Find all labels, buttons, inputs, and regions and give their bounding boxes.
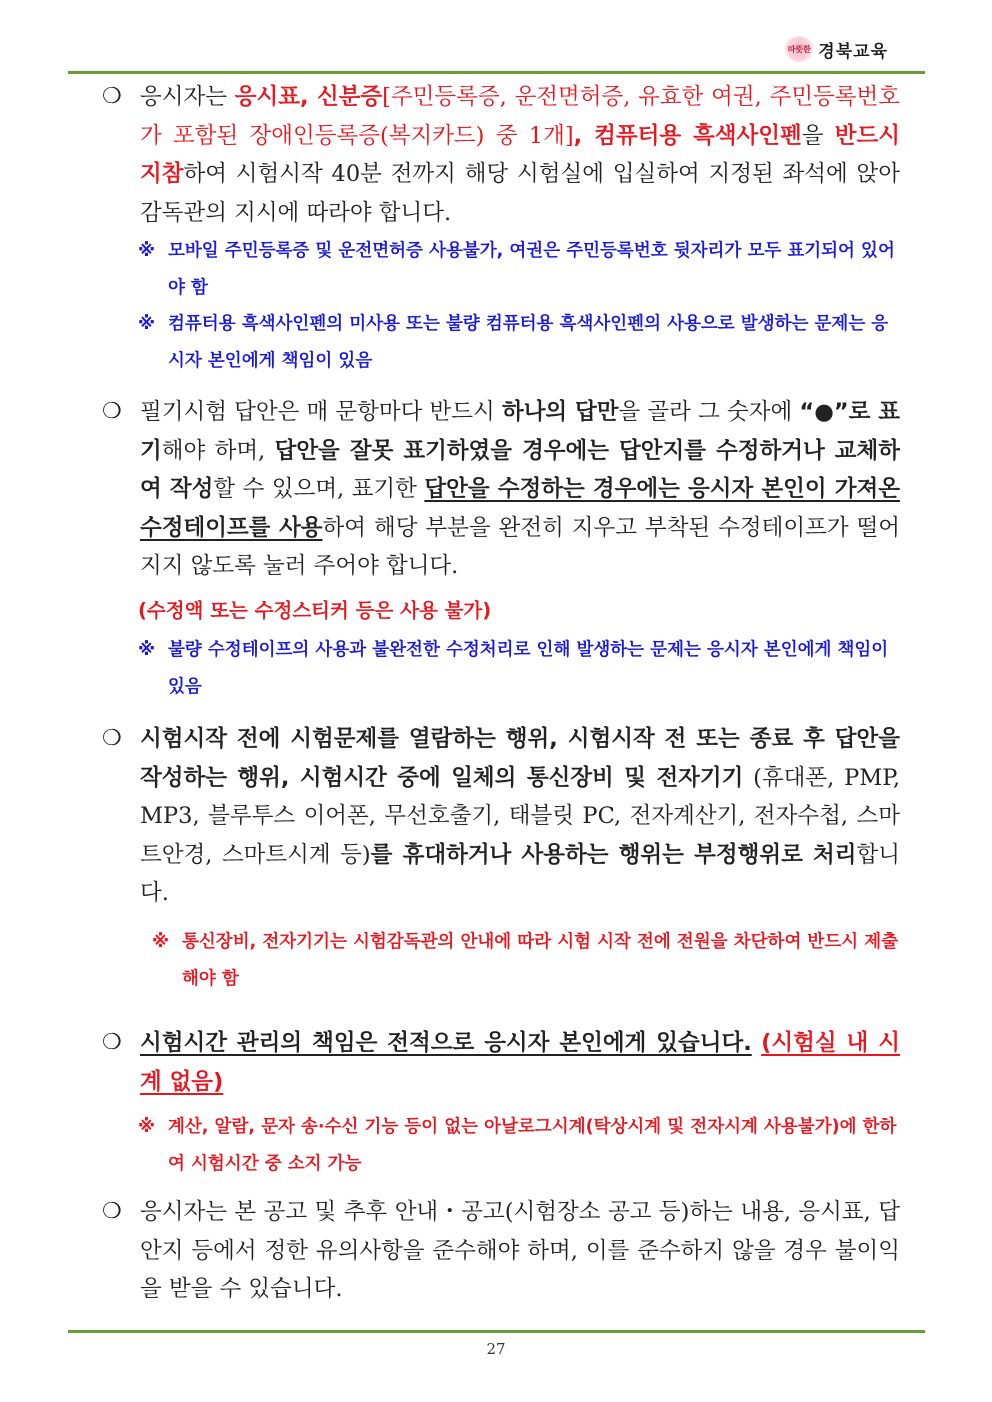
logo-text: 경북교육 [818, 41, 888, 62]
header-logo [784, 36, 888, 62]
note-sign-pen: ※ 컴퓨터용 흑색사인펜의 미사용 또는 불량 컴퓨터용 흑색사인펜의 사용으로 발생하는 문제는 응시자 본인에게 책임이 있음 [138, 306, 898, 380]
header-rule [68, 71, 925, 74]
bullet-icon: ❍ [102, 1030, 122, 1055]
paragraph-misconduct: 시험시작 전에 시험문제를 열람하는 행위, 시험시작 전 또는 종료 후 답안을 작성하는 행위, 시험시간 중에 일체의 통신장비 및 전자기기 (휴대폰, PMP, MP3, 블루투스 이어폰, 무선호출기, 태블릿 PC, 전자계산기, 전자수첩, 스마트안경, 스마트시계 등)를 휴대하거나 사용하는 행위는 부정행위로 처리합니다. [140, 726, 900, 906]
red-note-correction-fluid: (수정액 또는 수정스티커 등은 사용 불가) [138, 599, 492, 622]
note-analog-watch: ※ 계산, 알람, 문자 송·수신 기능 등이 없는 아날로그시계(탁상시계 및 전자시계 사용불가)에 한하여 시험시간 중 소지 가능 [138, 1109, 898, 1183]
note-mark-icon: ※ [152, 932, 170, 952]
page-number: 27 [486, 1340, 506, 1358]
note-devices: ※ 통신장비, 전자기기는 시험감독관의 안내에 따라 시험 시작 전에 전원을 차단하여 반드시 제출해야 함 [152, 924, 902, 998]
logo-emblem [784, 36, 814, 62]
note-mark-icon: ※ [138, 1117, 156, 1137]
logo-small-text: 따뜻한 [787, 44, 811, 54]
note-mark-icon: ※ [138, 314, 156, 334]
bullet-icon: ❍ [102, 1199, 122, 1224]
footer-rule [68, 1330, 925, 1333]
note-mobile-id: ※ 모바일 주민등록증 및 운전면허증 사용불가, 여권은 주민등록번호 뒷자리가 모두 표기되어 있어야 함 [138, 233, 898, 307]
note-mark-icon: ※ [138, 640, 156, 660]
paragraph-id-documents: 응시자는 응시표, 신분증[주민등록증, 운전면허증, 유효한 여권, 주민등록번호가 포함된 장애인등록증(복지카드) 중 1개], 컴퓨터용 흑색사인펜을 반드시 지참하여 시험시작 40분 전까지 해당 시험실에 입실하여 지정된 좌석에 앉아 감독관의 지시에 따라야 합니다. [140, 84, 901, 226]
paragraph-time-management: 시험시간 관리의 책임은 전적으로 응시자 본인에게 있습니다. (시험실 내 시계 없음) [140, 1030, 900, 1095]
bullet-icon: ❍ [102, 84, 122, 109]
note-mark-icon: ※ [138, 241, 156, 261]
paragraph-compliance: 응시자는 본 공고 및 추후 안내・공고(시험장소 공고 등)하는 내용, 응시표, 답안지 등에서 정한 유의사항을 준수해야 하며, 이를 준수하지 않을 경우 불이익을 받을 수 있습니다. [140, 1199, 900, 1302]
paragraph-answer-marking: 필기시험 답안은 매 문항마다 반드시 하나의 답만을 골라 그 숫자에 “●”로 표기해야 하며, 답안을 잘못 표기하였을 경우에는 답안지를 수정하거나 교체하여 작성할 수 있으며, 표기한 답안을 수정하는 경우에는 응시자 본인이 가져온 수정테이프를 사용하여 해당 부분을 완전히 지우고 부착된 수정테이프가 떨어지지 않도록 눌러 주어야 합니다. [140, 399, 900, 579]
bullet-icon: ❍ [102, 399, 122, 424]
bullet-icon: ❍ [102, 726, 122, 751]
note-correction-tape: ※ 불량 수정테이프의 사용과 불완전한 수정처리로 인해 발생하는 문제는 응시자 본인에게 책임이 있음 [138, 632, 898, 706]
